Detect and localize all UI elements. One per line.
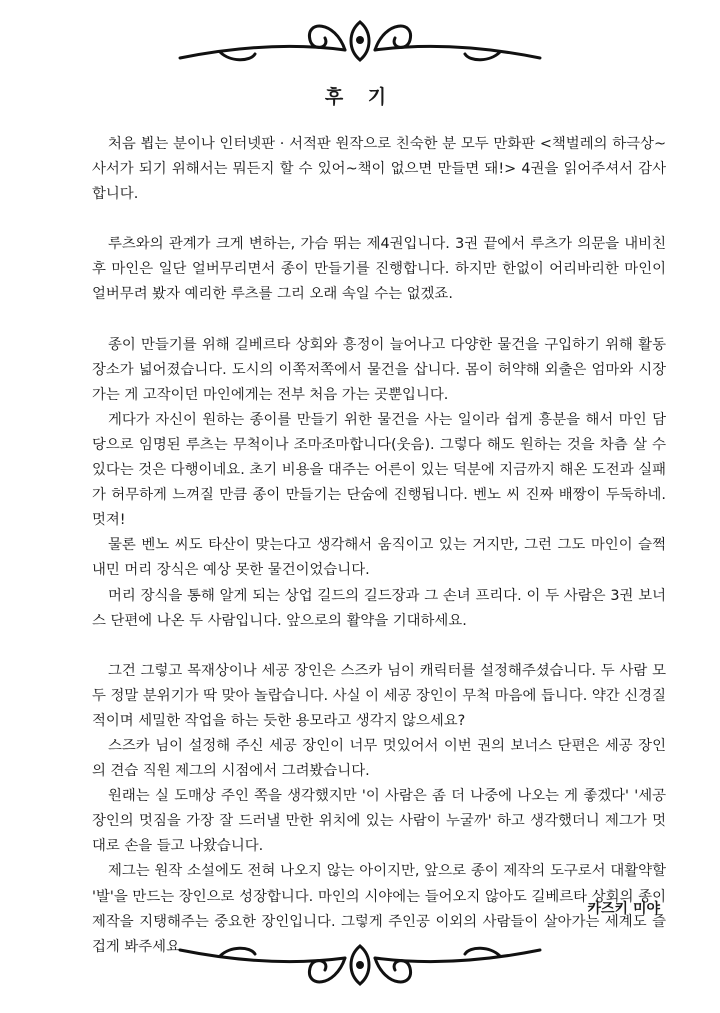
page-title: 후 기 bbox=[324, 86, 396, 108]
paragraph-gap bbox=[92, 634, 666, 659]
paragraph: 처음 뵙는 분이나 인터넷판 · 서적판 원작으로 친숙한 분 모두 만화판 <책벌레의 하극상~사서가 되기 위해서는 뭐든지 할 수 있어~책이 없으면 만들면 돼!> 4권을 읽어주셔서 감사합니다. bbox=[92, 136, 666, 203]
flourish-divider-icon bbox=[160, 0, 560, 80]
paragraph: 스즈카 님이 설정해 주신 세공 장인이 너무 멋있어서 이번 권의 보너스 단편은 세공 장인의 견습 직원 제그의 시점에서 그려봤습니다. bbox=[92, 737, 666, 780]
paragraph: 물론 벤노 씨도 타산이 맞는다고 생각해서 움직이고 있는 거지만, 그런 그도 마인이 슬쩍 내민 머리 장식은 예상 못한 물건이었습니다. bbox=[92, 537, 666, 579]
author-signature: 카즈키 미야 bbox=[587, 901, 660, 917]
paragraph: 게다가 자신이 원하는 종이를 만들기 위한 물건을 사는 일이라 쉽게 흥분을 해서 마인 담당으로 임명된 루츠는 무척이나 조마조마합니다(웃음). 그렇다 해도 원하는 것을 차츰 살 수 있다는 것은 다행이네요. 초기 비용을 대주는 어른이 있는 덕분에 지금까지 해온 도전과 실패가 허무하게 느껴질 만큼 종이 만들기는 단숨에 진행됩니다. 벤노 씨 진짜 배짱이 두둑하네. 멋져! bbox=[92, 411, 666, 529]
paragraph: 머리 장식을 통해 알게 되는 상업 길드의 길드장과 그 손녀 프리다. 이 두 사람은 3권 보너스 단편에 나온 두 사람입니다. 앞으로의 활약을 기대하세요. bbox=[92, 587, 666, 629]
paragraph: 제그는 원작 소설에도 전혀 나오지 않는 아이지만, 앞으로 종이 제작의 도구로서 대활약할 '발'을 만드는 장인으로 성장합니다. 마인의 시야에는 들어오지 않아도 길베르타 상회의 종이 제작을 지탱해주는 중요한 장인입니다. 그렇게 주인공 이외의 사람들이 살아가는 세계도 즐겁게 봐주세요. bbox=[92, 863, 666, 955]
paragraph-gap bbox=[92, 308, 666, 333]
paragraph: 루츠와의 관계가 크게 변하는, 가슴 뛰는 제4권입니다. 3권 끝에서 루츠가 의문을 내비친 후 마인은 일단 얼버무리면서 종이 만들기를 진행합니다. 하지만 한없이 어리바리한 마인이 얼버무려 봤자 예리한 루츠를 그리 오래 속일 수는 없겠죠. bbox=[92, 236, 666, 303]
flourish-divider-icon bbox=[160, 928, 560, 1008]
paragraph: 종이 만들기를 위해 길베르타 상회와 흥정이 늘어나고 다양한 물건을 구입하기 위해 활동 장소가 넓어졌습니다. 도시의 이쪽저쪽에서 물건을 삽니다. 몸이 허약해 외출은 엄마와 시장 가는 게 고작이던 마인에게는 전부 처음 가는 곳뿐입니다. bbox=[92, 336, 666, 403]
paragraph: 원래는 실 도매상 주인 쪽을 생각했지만 '이 사람은 좀 더 나중에 나오는 게 좋겠다' '세공 장인의 멋짐을 가장 잘 드러낼 만한 위치에 있는 사람이 누굴까' 하고 생각했더니 제그가 멋대로 손을 들고 나왔습니다. bbox=[92, 788, 666, 855]
top-ornament bbox=[0, 0, 720, 80]
bottom-ornament bbox=[0, 928, 720, 1008]
paragraph-gap bbox=[92, 207, 666, 232]
paragraph: 그건 그렇고 목재상이나 세공 장인은 스즈카 님이 캐릭터를 설정해주셨습니다. 두 사람 모두 정말 분위기가 딱 맞아 놀랍습니다. 사실 이 세공 장인이 무척 마음에 듭니다. 약간 신경질적이며 세밀한 작업을 하는 듯한 용모라고 생각지 않으세요? bbox=[92, 662, 666, 729]
afterword-body bbox=[92, 132, 666, 960]
